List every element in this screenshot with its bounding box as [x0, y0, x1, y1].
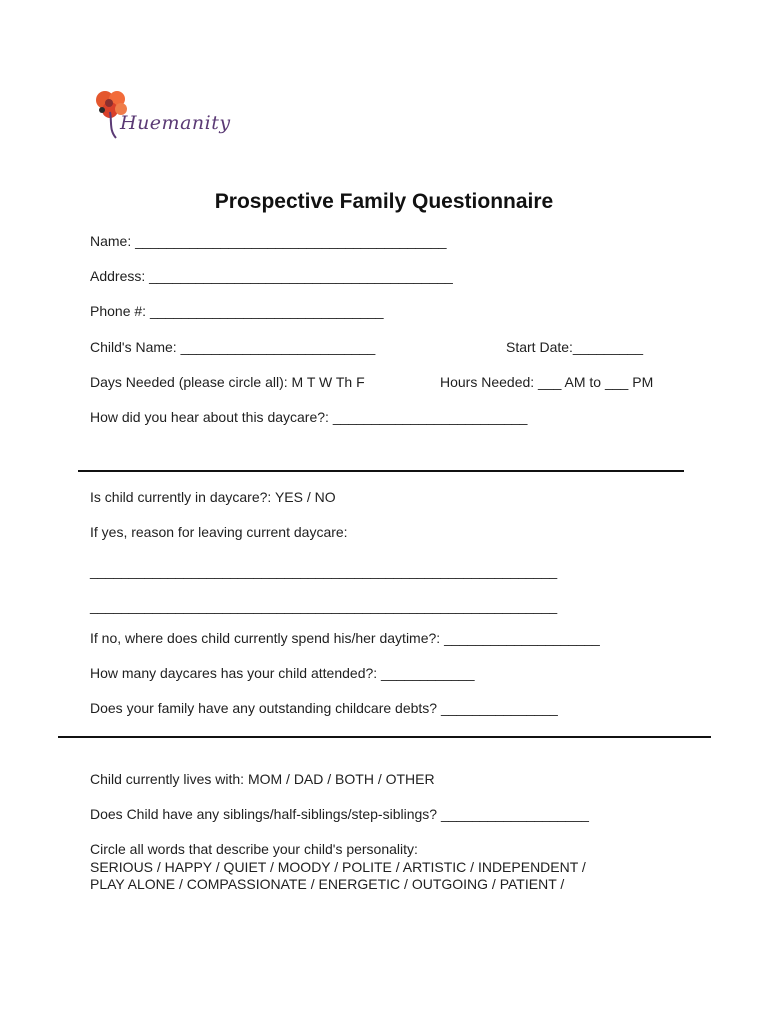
brand-logo — [92, 90, 232, 146]
lives-with-question[interactable]: Child currently lives with: MOM / DAD / BOTH / OTHER — [90, 771, 435, 787]
debts-question[interactable]: Does your family have any outstanding childcare debts? _______________ — [90, 700, 558, 716]
reason-leaving-question: If yes, reason for leaving current daycare: — [90, 524, 348, 540]
phone-field[interactable]: Phone #: ______________________________ — [90, 303, 384, 319]
personality-options[interactable]: PLAY ALONE / COMPASSIONATE / ENERGETIC / OUTGOING / PATIENT / — [90, 876, 565, 892]
hear-about-field[interactable]: How did you hear about this daycare?: _________________________ — [90, 409, 528, 425]
daycares-attended-question[interactable]: How many daycares has your child attended?: ____________ — [90, 665, 475, 681]
section-divider — [58, 736, 711, 738]
child-name-field[interactable]: Child's Name: _________________________ — [90, 339, 376, 355]
personality-prompt: Circle all words that describe your child's personality: — [90, 841, 418, 857]
personality-options[interactable]: SERIOUS / HAPPY / QUIET / MOODY / POLITE / ARTISTIC / INDEPENDENT / — [90, 859, 586, 875]
reason-blank-line[interactable]: ____________________________________________________________ — [90, 598, 558, 614]
start-date-field[interactable]: Start Date:_________ — [506, 339, 643, 355]
logo-wordmark: Huemanity — [120, 112, 231, 134]
reason-blank-line[interactable]: ____________________________________________________________ — [90, 563, 558, 579]
days-needed-field[interactable]: Days Needed (please circle all): M T W Th F — [90, 374, 365, 390]
in-daycare-question[interactable]: Is child currently in daycare?: YES / NO — [90, 489, 336, 505]
siblings-question[interactable]: Does Child have any siblings/half-siblings/step-siblings? ___________________ — [90, 806, 589, 822]
form-title: Prospective Family Questionnaire — [214, 190, 554, 213]
section-divider — [78, 470, 684, 472]
address-field[interactable]: Address: _______________________________________ — [90, 268, 453, 284]
name-field[interactable]: Name: ________________________________________ — [90, 233, 447, 249]
hours-needed-field[interactable]: Hours Needed: ___ AM to ___ PM — [440, 374, 654, 390]
daytime-question[interactable]: If no, where does child currently spend his/her daytime?: ____________________ — [90, 630, 600, 646]
